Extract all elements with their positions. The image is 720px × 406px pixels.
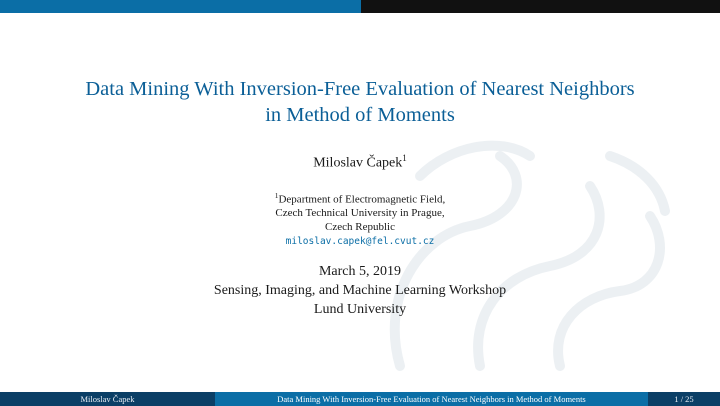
top-progress-bar bbox=[0, 0, 720, 13]
footer-page-number: 1 / 25 bbox=[648, 392, 720, 406]
author-affiliation-mark: 1 bbox=[402, 153, 407, 163]
affiliation-line-1 bbox=[0, 189, 720, 207]
affiliation-department: Department of Electromagnetic Field, bbox=[278, 193, 446, 206]
slide-title-line-1: Data Mining With Inversion-Free Evaluation of Nearest Neighbors bbox=[85, 78, 635, 100]
affiliation-line-3: Czech Republic bbox=[325, 220, 395, 233]
author bbox=[0, 153, 720, 172]
affiliation-line-2: Czech Technical University in Prague, bbox=[275, 207, 445, 220]
slide-footer bbox=[0, 392, 720, 406]
author-name: Miloslav Čapek bbox=[313, 155, 403, 171]
workshop-name: Sensing, Imaging, and Machine Learning Workshop bbox=[213, 283, 507, 298]
slide-title bbox=[0, 76, 720, 128]
event-info bbox=[0, 262, 720, 319]
top-bar-dark-segment bbox=[361, 0, 720, 13]
footer-author[interactable]: Miloslav Čapek bbox=[0, 392, 215, 406]
top-bar-blue-segment bbox=[0, 0, 361, 13]
footer-title[interactable]: Data Mining With Inversion-Free Evaluation of Nearest Neighbors in Method of Moments bbox=[215, 392, 648, 406]
affiliation bbox=[0, 189, 720, 234]
author-email-link[interactable]: miloslav.capek@fel.cvut.cz bbox=[285, 236, 435, 247]
presentation-date: March 5, 2019 bbox=[318, 264, 402, 279]
slide-title-line-2: in Method of Moments bbox=[265, 104, 455, 126]
affiliation-mark: 1 bbox=[274, 191, 279, 200]
venue-name: Lund University bbox=[313, 302, 407, 317]
